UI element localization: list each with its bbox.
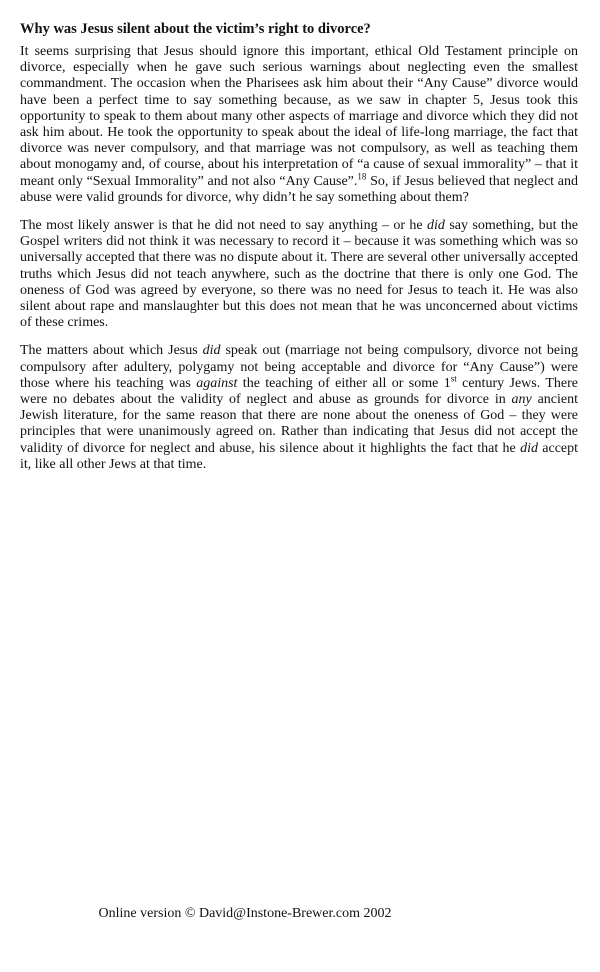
paragraph-2-text-b: say something, but the Gospel writers did not think it was necessary to record it – because it was something which was so universally accepted that there was no dispute about it. There are several other universally accepted truths which Jesus did not teach anywhere, such as the doctrine that there is only one God. The oneness of God was agreed by everyone, so there was no need for Jesus to teach it. He was also silent about rape and manslaughter but this does not mean that he was unconcerned about victims of these crimes. xyxy=(20,218,578,331)
paragraph-3-text-e: ancient Jewish literature, for the same reason that there are none about the oneness of God – they were principles that were unanimously agreed on. Rather than indicating that Jesus did not accept the validity of divorce for neglect and abuse, his silence about it highlights the fact that he xyxy=(20,392,578,456)
ordinal-superscript: st xyxy=(450,373,457,384)
section-heading: Why was Jesus silent about the victim’s right to divorce? xyxy=(20,21,371,37)
paragraph-3-emphasis-1: did xyxy=(202,343,221,359)
footnote-reference: 18 xyxy=(357,170,367,181)
page-footer: Online version © David@Instone-Brewer.com 2002 xyxy=(98,906,392,921)
paragraph-2-emphasis: did xyxy=(427,218,445,234)
document-page xyxy=(20,20,578,485)
paragraph-3 xyxy=(20,343,578,473)
paragraph-3-emphasis-3: any xyxy=(511,392,532,408)
paragraph-1-text-a: It seems surprising that Jesus should ignore this important, ethical Old Testament principle on divorce, especially when he gave such serious warnings about neglecting even the smallest commandment. The occasion when the Pharisees ask him about their “Any Cause” divorce would have been a perfect time to say something because, as we saw in chapter 5, Jesus took this opportunity to speak to them about many other aspects of marriage and divorce which they did not ask him about. He took the opportunity to speak about the ideal of life-long marriage, the fact that divorce was never compulsory, and that marriage was not compulsory, as well as teaching them about monogamy and, of course, about his interpretation of “a cause of sexual immorality” – that it meant only “Sexual Immorality” and not also “Any Cause”. xyxy=(20,44,578,189)
paragraph-3-emphasis-2: against xyxy=(196,375,238,391)
paragraph-3-text-d: century Jews. There were no debates about the validity of neglect and abuse as grounds for divorce in xyxy=(20,375,578,408)
paragraph-1-text-b: So, if Jesus believed that neglect and abuse were valid grounds for divorce, why didn’t he say something about them? xyxy=(20,173,578,205)
paragraph-2-text-a: The most likely answer is that he did not need to say anything – or he xyxy=(20,218,428,234)
paragraph-2 xyxy=(20,218,578,331)
paragraph-3-emphasis-4: did xyxy=(520,440,538,456)
paragraph-3-text-c: the teaching of either all or some 1 xyxy=(237,375,451,391)
paragraph-3-text-b: speak out (marriage not being compulsory, divorce not being compulsory after adultery, polygamy not being acceptable and divorce for “Any Cause”) were those where his teaching was xyxy=(20,343,578,391)
paragraph-3-text-f: accept it, like all other Jews at that time. xyxy=(20,440,579,472)
paragraph-3-text-a: The matters about which Jesus xyxy=(20,343,203,359)
paragraph-1 xyxy=(20,44,578,206)
